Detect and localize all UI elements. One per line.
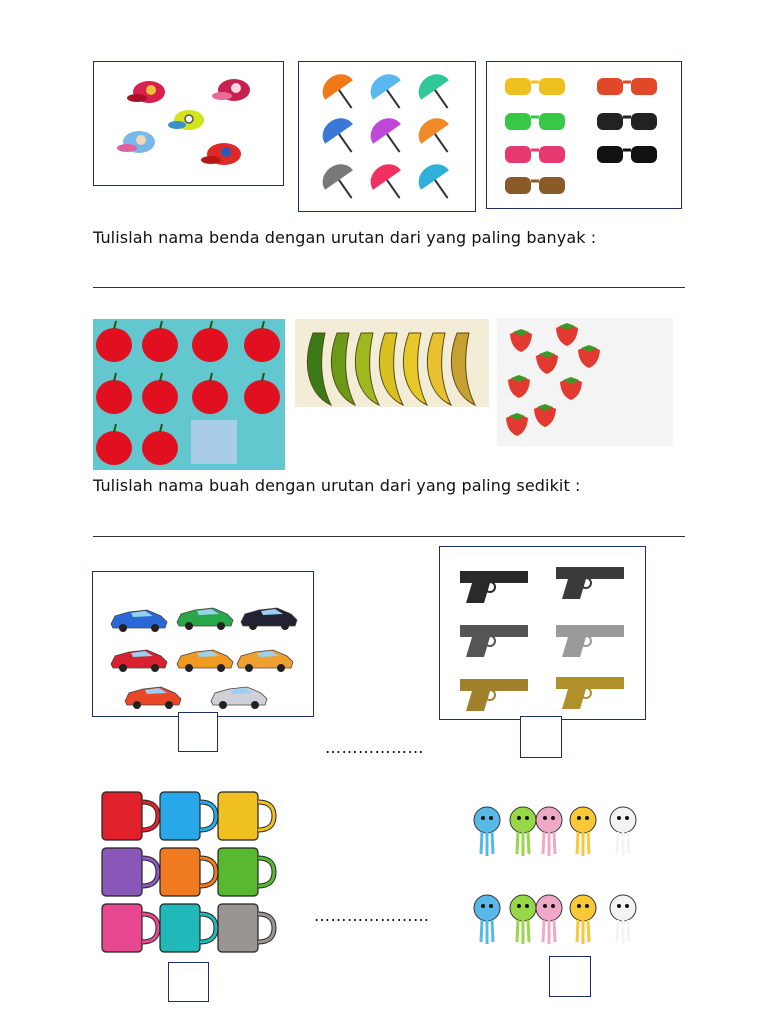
umbrella (364, 112, 413, 162)
sunglasses (505, 113, 565, 130)
answer-line-2[interactable] (93, 536, 685, 537)
apple (192, 321, 228, 362)
toy-car (237, 650, 293, 672)
sunglasses (505, 177, 565, 194)
apple (244, 373, 280, 414)
sunglasses (597, 78, 657, 95)
mug (160, 904, 216, 952)
answer-box-guns[interactable] (520, 716, 562, 758)
toy-gun (556, 677, 624, 709)
compare-dots-2: ………………… (314, 906, 430, 925)
toy-gun (556, 567, 624, 599)
mug (102, 792, 158, 840)
sunglasses (597, 113, 657, 130)
cars-picture (92, 571, 314, 717)
banana (451, 333, 475, 405)
toy-car (177, 650, 233, 672)
mugs-picture (98, 790, 278, 958)
umbrella (316, 158, 365, 208)
umbrella (364, 68, 413, 118)
animal-pick (474, 807, 500, 856)
mug (160, 848, 216, 896)
toy-gun (460, 625, 528, 657)
banana (331, 333, 355, 405)
guns-picture (439, 546, 646, 720)
mug (218, 792, 274, 840)
animal-pick (610, 807, 636, 856)
apple (96, 321, 132, 362)
toy-car (211, 687, 267, 709)
umbrellas-picture (298, 61, 476, 212)
strawberry (534, 404, 556, 427)
strawberry (578, 345, 600, 368)
toy-gun (460, 571, 528, 603)
banana (403, 333, 427, 405)
animal-pick (570, 807, 596, 856)
toy-car (111, 610, 167, 632)
strawberries-picture (497, 318, 673, 446)
banana (379, 333, 403, 405)
mug (102, 904, 158, 952)
answer-box-mugs[interactable] (168, 962, 209, 1002)
sunglasses (597, 146, 657, 163)
sunglasses (505, 146, 565, 163)
apple (244, 321, 280, 362)
empty-square (191, 420, 237, 464)
bananas-picture (295, 319, 489, 407)
mug (160, 792, 216, 840)
strawberry (560, 377, 582, 400)
umbrella (412, 158, 461, 208)
strawberry (508, 375, 530, 398)
animal-pick (610, 895, 636, 944)
mug (102, 848, 158, 896)
instruction-fewest: Tulislah nama buah dengan urutan dari yang paling sedikit : (93, 476, 581, 495)
umbrella (412, 112, 461, 162)
answer-line-1[interactable] (93, 287, 685, 288)
apple (142, 321, 178, 362)
animal-pick (510, 807, 536, 856)
banana (355, 333, 379, 405)
toy-car (125, 687, 181, 709)
banana (427, 333, 451, 405)
animal-pick (536, 807, 562, 856)
caps-picture (93, 61, 284, 186)
animal-pick (510, 895, 536, 944)
mug (218, 904, 274, 952)
animal-pick (474, 895, 500, 944)
apple (96, 373, 132, 414)
toy-gun (556, 625, 624, 657)
strawberry (536, 351, 558, 374)
sunglasses (505, 78, 565, 95)
animal-picks-picture (465, 790, 647, 952)
umbrella (316, 112, 365, 162)
mug (218, 848, 274, 896)
umbrella (364, 158, 413, 208)
apples-picture (93, 319, 285, 470)
answer-box-cars[interactable] (178, 712, 218, 752)
animal-pick (536, 895, 562, 944)
apple (96, 424, 132, 465)
banana (307, 333, 331, 405)
apple (192, 373, 228, 414)
answer-box-picks[interactable] (549, 956, 591, 997)
animal-pick (570, 895, 596, 944)
toy-car (111, 650, 167, 672)
toy-car (241, 608, 297, 630)
apple (142, 373, 178, 414)
compare-dots-1: ……………… (325, 738, 424, 757)
umbrella (412, 68, 461, 118)
umbrella (316, 68, 365, 118)
instruction-most: Tulislah nama benda dengan urutan dari yang paling banyak : (93, 228, 597, 247)
toy-car (177, 608, 233, 630)
toy-gun (460, 679, 528, 711)
sunglasses-picture (486, 61, 682, 209)
strawberry (506, 413, 528, 436)
strawberry (556, 323, 578, 346)
strawberry (510, 329, 532, 352)
apple (142, 424, 178, 465)
